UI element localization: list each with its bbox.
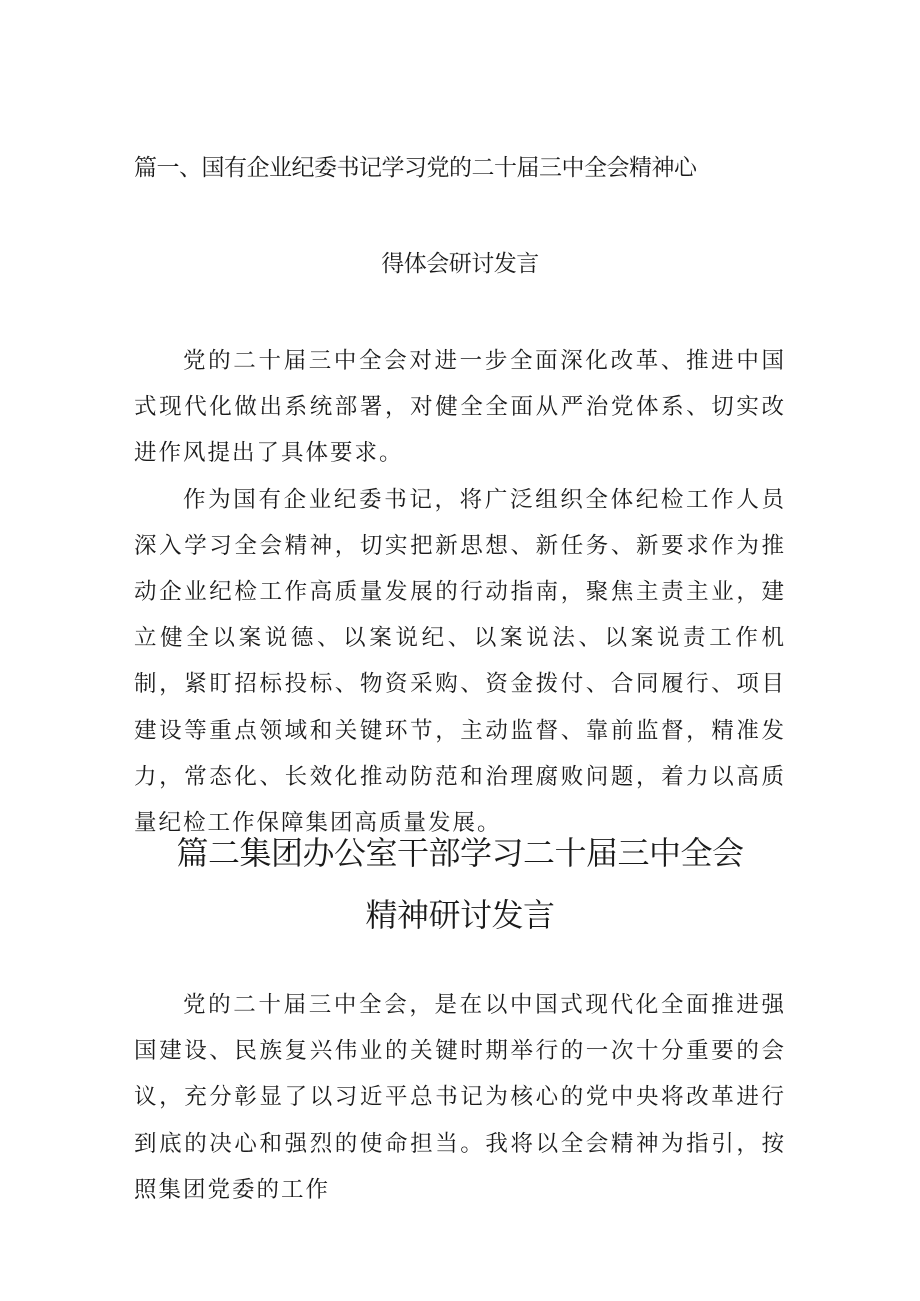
section2-title bbox=[0, 822, 920, 946]
section2-title-line2: 精神研讨发言 bbox=[365, 896, 555, 934]
section1-paragraph1: 党的二十届三中全会对进一步全面深化改革、推进中国式现代化做出系统部署，对健全全面从严治党体系、切实改进作风提出了具体要求。 bbox=[134, 348, 786, 467]
section1-paragraph2: 作为国有企业纪委书记，将广泛组织全体纪检工作人员深入学习全会精神，切实把新思想、新任务、新要求作为推动企业纪检工作高质量发展的行动指南，聚焦主责主业，建立健全以案说德、以案说纪、以案说法、以案说责工作机制，紧盯招标投标、物资采购、资金拨付、合同履行、项目建设等重点领域和关键环节，主动监督、靠前监督，精准发力，常态化、长效化推动防范和治理腐败问题，着力以高质量纪检工作保障集团高质量发展。 bbox=[134, 486, 786, 837]
section1-body bbox=[134, 338, 786, 846]
section2-paragraph1: 党的二十届三中全会，是在以中国式现代化全面推进强国建设、民族复兴伟业的关键时期举行的一次十分重要的会议，充分彰显了以习近平总书记为核心的党中央将改革进行到底的决心和强烈的使命担当。我将以全会精神为指引，按照集团党委的工作 bbox=[134, 992, 786, 1203]
section1-title-line1: 篇一、国有企业纪委书记学习党的二十届三中全会精神心 bbox=[134, 155, 697, 181]
section2-body bbox=[134, 982, 786, 1203]
section2-title-line1: 篇二集团办公室干部学习二十届三中全会 bbox=[176, 834, 744, 872]
section1-title-line2: 得体会研讨发言 bbox=[381, 251, 539, 277]
